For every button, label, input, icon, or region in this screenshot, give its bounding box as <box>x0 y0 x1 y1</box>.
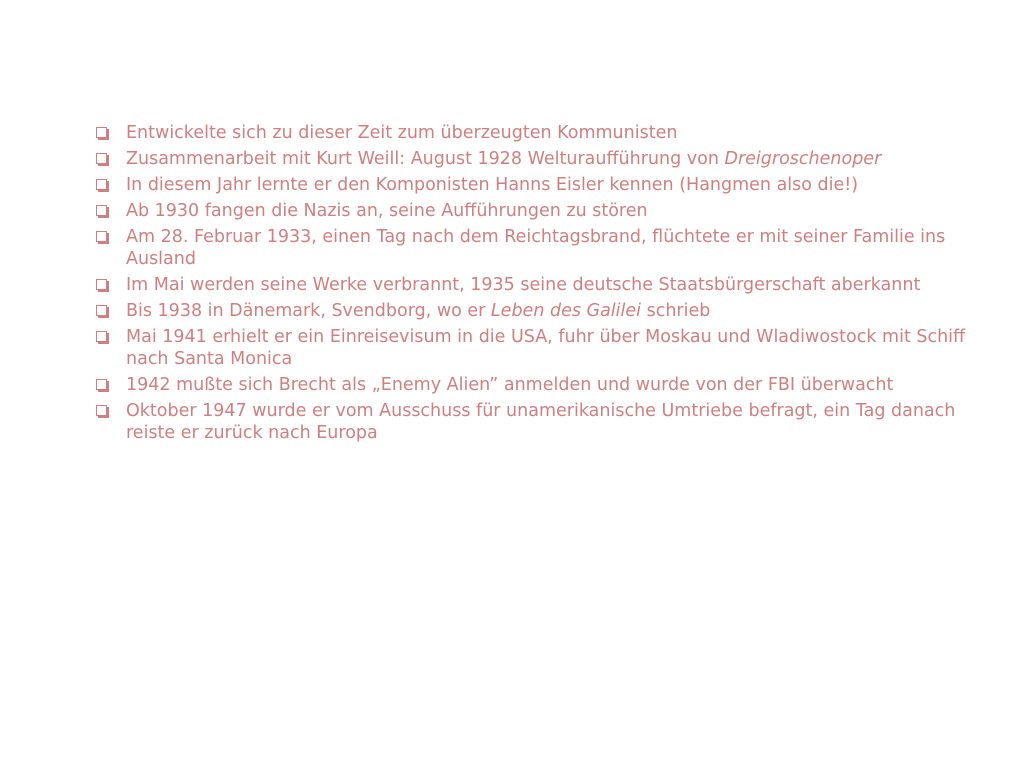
list-item-text: Zusammenarbeit mit Kurt Weill: August 1928 Welturaufführung von Dreigroschenoper <box>126 149 882 169</box>
list-item <box>96 122 976 144</box>
list-item <box>96 174 976 196</box>
list-item-text: Am 28. Februar 1933, einen Tag nach dem Reichtagsbrand, flüchtete er mit seiner Familie ins Ausland <box>126 227 946 269</box>
list-item <box>96 148 976 170</box>
list-item <box>96 326 976 370</box>
list-item <box>96 374 976 396</box>
checkbox-bullet-icon <box>96 231 107 242</box>
checkbox-bullet-icon <box>96 305 107 316</box>
checkbox-bullet-icon <box>96 205 107 216</box>
checkbox-bullet-icon <box>96 379 107 390</box>
checkbox-bullet-icon <box>96 279 107 290</box>
checkbox-bullet-icon <box>96 127 107 138</box>
checkbox-bullet-icon <box>96 153 107 164</box>
list-item-text: In diesem Jahr lernte er den Komponisten Hanns Eisler kennen (Hangmen also die!) <box>126 175 859 195</box>
checkbox-bullet-icon <box>96 331 107 342</box>
list-item <box>96 200 976 222</box>
list-item <box>96 226 976 270</box>
list-item <box>96 400 976 444</box>
list-item-text: Ab 1930 fangen die Nazis an, seine Aufführungen zu stören <box>126 201 648 221</box>
list-item <box>96 300 976 322</box>
list-item-text: Im Mai werden seine Werke verbrannt, 1935 seine deutsche Staatsbürgerschaft aberkannt <box>126 275 921 295</box>
list-item-text: Mai 1941 erhielt er ein Einreisevisum in die USA, fuhr über Moskau und Wladiwostock mit Schiff nach Santa Monica <box>126 327 966 369</box>
italic-title: Leben des Galilei <box>490 301 642 321</box>
checkbox-bullet-icon <box>96 179 107 190</box>
list-item-text: 1942 mußte sich Brecht als „Enemy Alien” anmelden und wurde von der FBI überwacht <box>126 375 894 395</box>
list-item-text: Entwickelte sich zu dieser Zeit zum überzeugten Kommunisten <box>126 123 678 143</box>
italic-title: Dreigroschenoper <box>724 149 882 169</box>
list-item-text: Oktober 1947 wurde er vom Ausschuss für unamerikanische Umtriebe befragt, ein Tag danach reiste er zurück nach Europa <box>126 401 956 443</box>
list-item <box>96 274 976 296</box>
checkbox-bullet-icon <box>96 405 107 416</box>
list-item-text: Bis 1938 in Dänemark, Svendborg, wo er Leben des Galilei schrieb <box>126 301 711 321</box>
bullet-list <box>96 122 976 448</box>
